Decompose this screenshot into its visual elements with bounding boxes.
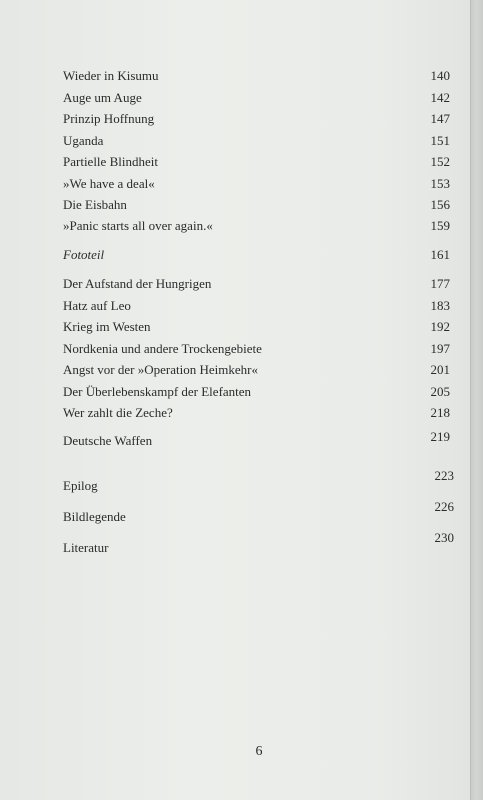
toc-entry-epilog [0, 466, 470, 493]
toc-entry-title: Deutsche Waffen [63, 433, 153, 448]
toc-entry-page: 226 [434, 499, 454, 514]
toc-entry-fototeil [0, 245, 470, 265]
toc-entry-page: 177 [430, 276, 450, 291]
toc-entry [0, 174, 470, 194]
toc-entry [0, 403, 470, 423]
toc-entry-title: Uganda [63, 133, 104, 148]
toc-entry-title: Hatz auf Leo [63, 298, 131, 313]
toc-entry-page: 152 [430, 154, 450, 169]
toc-entry-title: Partielle Blindheit [63, 154, 158, 169]
toc-entry-title: »Panic starts all over again.« [63, 218, 213, 233]
toc-entry-page: 201 [430, 362, 450, 377]
toc-entry-page: 230 [434, 530, 454, 545]
toc-entry [0, 216, 470, 236]
toc-entry-page: 218 [430, 405, 450, 420]
toc-entry-bildlegende [0, 497, 470, 524]
toc-entry-title: Literatur [63, 540, 109, 555]
toc-entry-page: 142 [430, 90, 450, 105]
toc-entry [0, 427, 470, 447]
toc-entry-page: 197 [430, 341, 450, 356]
page-number: 6 [255, 744, 263, 759]
adjacent-page-edge [470, 0, 483, 800]
toc-entry-literatur [0, 528, 470, 555]
toc-entry-page: 183 [430, 298, 450, 313]
toc-entry-title: Der Überlebenskampf der Elefanten [63, 384, 252, 399]
toc-entry-page: 219 [430, 429, 450, 444]
toc-entry [0, 317, 470, 337]
toc-entry-title: Auge um Auge [63, 90, 142, 105]
toc-entry-page: 147 [430, 111, 450, 126]
toc-entry [0, 66, 470, 86]
toc-entry-page: 205 [430, 384, 450, 399]
toc-entry-title: Wer zahlt die Zeche? [63, 405, 173, 420]
toc-entry [0, 195, 470, 215]
toc-entry-title: »We have a deal« [63, 176, 155, 191]
toc-entry-title: Nordkenia und andere Trockengebiete [63, 341, 262, 356]
toc-entry-page: 161 [430, 247, 450, 262]
toc-entry-page: 159 [430, 218, 450, 233]
toc-entry-title: Bildlegende [63, 509, 126, 524]
page-seam [470, 0, 471, 800]
toc-entry-page: 153 [430, 176, 450, 191]
toc-entry-page: 140 [430, 68, 450, 83]
toc-entry [0, 360, 470, 380]
toc-entry-title: Wieder in Kisumu [63, 68, 159, 83]
toc-entry-page: 151 [430, 133, 450, 148]
toc-entry [0, 152, 470, 172]
toc-entry [0, 382, 470, 402]
toc-entry-title: Krieg im Westen [63, 319, 151, 334]
toc-entry [0, 131, 470, 151]
toc-entry-title: Prinzip Hoffnung [63, 111, 155, 126]
toc-entry [0, 274, 470, 294]
toc-entry-page: 192 [430, 319, 450, 334]
toc-entry-title: Fototeil [63, 247, 105, 262]
toc-entry-title: Angst vor der »Operation Heimkehr« [63, 362, 258, 377]
toc-entry-page: 156 [430, 197, 450, 212]
toc-entry [0, 109, 470, 129]
toc-entry-page: 223 [434, 468, 454, 483]
toc-entry-title: Epilog [63, 478, 98, 493]
toc-entry [0, 339, 470, 359]
toc-entry-title: Der Aufstand der Hungrigen [63, 276, 212, 291]
toc-entry [0, 296, 470, 316]
toc-entry-title: Die Eisbahn [63, 197, 127, 212]
toc-entry [0, 88, 470, 108]
